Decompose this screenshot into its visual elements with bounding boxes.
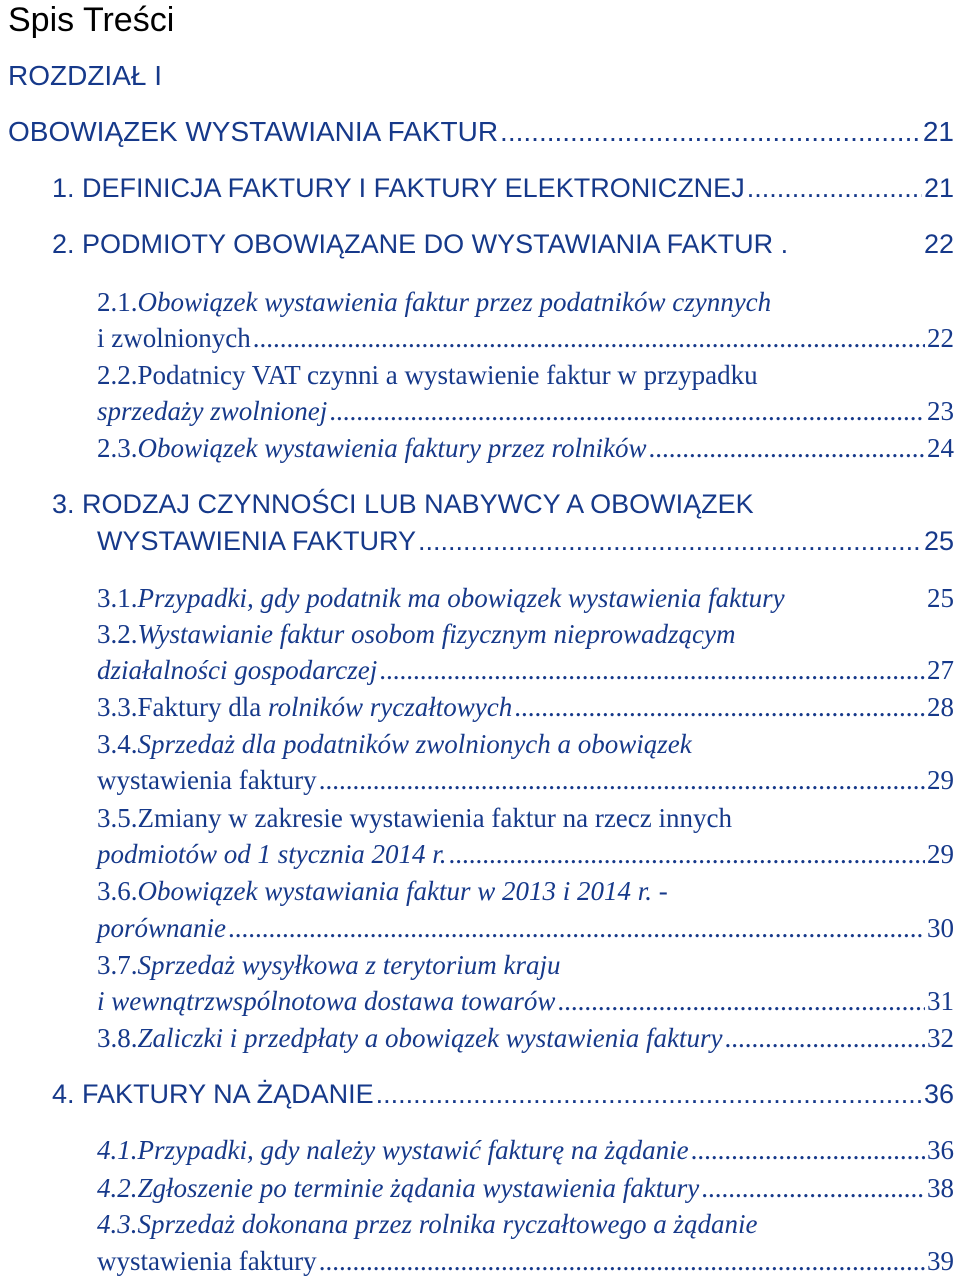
page-number: 30: [927, 913, 954, 943]
leader-dots: [319, 1245, 925, 1277]
entry-title-cont: sprzedaży zwolnionej: [97, 396, 328, 426]
entry-title-cont: WYSTAWIENIA FAKTURY: [97, 526, 417, 556]
entry-number: 2.1.: [97, 287, 138, 317]
toc-entry-2-1-line2[interactable]: [97, 322, 954, 354]
page-number: 25: [923, 526, 954, 556]
entry-number: 3.8.: [97, 1023, 138, 1053]
leader-dots: [449, 838, 925, 870]
leader-dots: [253, 322, 925, 354]
toc-entry-4-3-line2[interactable]: [97, 1245, 954, 1277]
leader-dots: [648, 432, 925, 464]
entry-number: 4.3.: [97, 1209, 138, 1239]
entry-title: Zaliczki i przedpłaty a obowiązek wystawienia faktury: [137, 1023, 723, 1053]
entry-title-cont: wystawienia faktury: [97, 1246, 317, 1276]
entry-title: Sprzedaż wysyłkowa z terytorium kraju: [137, 950, 561, 980]
entry-number: 3.7.: [97, 950, 138, 980]
entry-title: Wystawianie faktur osobom fizycznym nieprowadzącym: [137, 619, 736, 649]
page-number: 36: [927, 1135, 954, 1165]
leader-dots: [747, 172, 922, 204]
leader-dots: [514, 691, 925, 723]
entry-number: 3.2.: [97, 619, 138, 649]
entry-number: 3.5.: [97, 803, 138, 833]
toc-entry-3-4-line2[interactable]: [97, 764, 954, 796]
entry-number: 1.: [52, 173, 75, 203]
entry-number: 2.3.: [97, 433, 138, 463]
page-number: 29: [927, 765, 954, 795]
entry-number: 4.2.: [97, 1173, 138, 1203]
toc-title: Spis Treści: [8, 1, 175, 39]
entry-title-cont: porównanie: [97, 913, 227, 943]
entry-number: 3.4.: [97, 729, 138, 759]
toc-entry-section-3-line2[interactable]: [97, 525, 954, 557]
page-number: 39: [927, 1246, 954, 1276]
entry-number: 2.: [52, 229, 75, 259]
page-number: 24: [927, 433, 954, 463]
entry-title: Przypadki, gdy podatnik ma obowiązek wystawienia faktury: [137, 583, 785, 613]
leader-dots: [691, 1134, 925, 1166]
toc-entry-section-2[interactable]: 2. PODMIOTY OBOWIĄZANE DO WYSTAWIANIA FAKTUR . 22: [52, 229, 954, 259]
page-number: 38: [927, 1173, 954, 1203]
toc-entry-2-2-line2[interactable]: [97, 395, 954, 427]
page-number: 36: [923, 1079, 954, 1109]
entry-title: Podatnicy VAT czynni a wystawienie faktur w przypadku: [137, 360, 758, 390]
entry-number: 3.: [52, 489, 75, 519]
entry-number: 4.1.: [97, 1135, 138, 1165]
toc-entry-section-4[interactable]: [52, 1078, 954, 1110]
toc-entry-section-1[interactable]: [52, 172, 954, 204]
entry-number: 3.1.: [97, 583, 138, 613]
leader-dots: [724, 1022, 925, 1054]
page-number: 25: [927, 583, 954, 613]
toc-entry-4-3-line1[interactable]: [97, 1208, 757, 1240]
toc-entry-2-2-line1[interactable]: [97, 359, 758, 391]
entry-title-italic: rolników ryczałtowych: [267, 692, 513, 722]
entry-number: 3.3.: [97, 692, 138, 722]
toc-entry-4-1[interactable]: [97, 1134, 954, 1166]
toc-entry-3-5-line2[interactable]: [97, 838, 954, 870]
toc-entry-3-3[interactable]: [97, 691, 954, 723]
entry-title-cont: i zwolnionych: [97, 323, 251, 353]
toc-entry-chapter[interactable]: [8, 116, 954, 148]
entry-title: Zmiany w zakresie wystawienia faktur na rzecz innych: [137, 803, 732, 833]
leader-dots: [228, 912, 925, 944]
page-number: 22: [923, 229, 954, 259]
entry-title: Obowiązek wystawiania faktur w 2013 i 2014 r. -: [137, 876, 668, 906]
page-number: 32: [927, 1023, 954, 1053]
toc-entry-3-7-line2[interactable]: [97, 985, 954, 1017]
page-number: 31: [927, 986, 954, 1016]
toc-entry-3-2-line1[interactable]: [97, 618, 735, 650]
leader-dots: [418, 525, 922, 557]
entry-title-cont: podmiotów od 1 stycznia 2014 r.: [97, 839, 447, 869]
toc-entry-2-3[interactable]: [97, 432, 954, 464]
entry-title: Obowiązek wystawienia faktur przez podatników czynnych: [137, 287, 772, 317]
entry-number: 3.6.: [97, 876, 138, 906]
page-number: 29: [927, 839, 954, 869]
page-number: 21: [922, 116, 954, 147]
entry-number: 4.: [52, 1079, 75, 1109]
entry-title: Sprzedaż dokonana przez rolnika ryczałtowego a żądanie: [137, 1209, 758, 1239]
toc-entry-3-5-line1[interactable]: [97, 802, 732, 834]
toc-entry-3-1[interactable]: [97, 582, 954, 614]
leader-dots: [500, 116, 921, 148]
entry-title: Faktury dla: [137, 692, 268, 722]
page-number: 22: [927, 323, 954, 353]
toc-entry-2-1-line1[interactable]: [97, 286, 771, 318]
entry-title: Przypadki, gdy należy wystawić fakturę na żądanie: [137, 1135, 689, 1165]
entry-title-cont: działalności gospodarczej: [97, 655, 378, 685]
page-number: 27: [927, 655, 954, 685]
page-number: 23: [927, 396, 954, 426]
entry-title: PODMIOTY OBOWIĄZANE DO WYSTAWIANIA FAKTUR: [82, 229, 774, 259]
toc-entry-3-2-line2[interactable]: [97, 654, 954, 686]
entry-title: Sprzedaż dla podatników zwolnionych a obowiązek: [137, 729, 692, 759]
leader-dots: [376, 1078, 922, 1110]
entry-title-cont: i wewnątrzwspólnotowa dostawa towarów: [97, 986, 556, 1016]
entry-number: 2.2.: [97, 360, 138, 390]
leader-dots: [557, 985, 925, 1017]
entry-title: FAKTURY NA ŻĄDANIE: [82, 1079, 374, 1109]
toc-entry-3-6-line1[interactable]: [97, 875, 668, 907]
page-number: 28: [927, 692, 954, 722]
leader-dots: [319, 764, 925, 796]
leader-dots: [329, 395, 925, 427]
entry-title: RODZAJ CZYNNOŚCI LUB NABYWCY A OBOWIĄZEK: [82, 489, 754, 519]
leader-dots: [701, 1172, 925, 1204]
entry-title: OBOWIĄZEK WYSTAWIANIA FAKTUR: [8, 116, 499, 147]
toc-entry-3-7-line1[interactable]: [97, 949, 560, 981]
entry-title: DEFINICJA FAKTURY I FAKTURY ELEKTRONICZNEJ: [82, 173, 745, 203]
entry-title: Obowiązek wystawienia faktury przez rolników: [137, 433, 647, 463]
entry-title-cont: wystawienia faktury: [97, 765, 317, 795]
chapter-label: ROZDZIAŁ I: [8, 60, 163, 91]
page-number: 21: [923, 173, 954, 203]
toc-entry-section-3-line1[interactable]: [52, 488, 754, 520]
entry-title: Zgłoszenie po terminie żądania wystawienia faktury: [137, 1173, 700, 1203]
toc-entry-4-2[interactable]: [97, 1172, 954, 1204]
toc-entry-3-6-line2[interactable]: [97, 912, 954, 944]
toc-entry-3-4-line1[interactable]: [97, 728, 692, 760]
leader-dots: [379, 654, 925, 686]
toc-entry-3-8[interactable]: [97, 1022, 954, 1054]
